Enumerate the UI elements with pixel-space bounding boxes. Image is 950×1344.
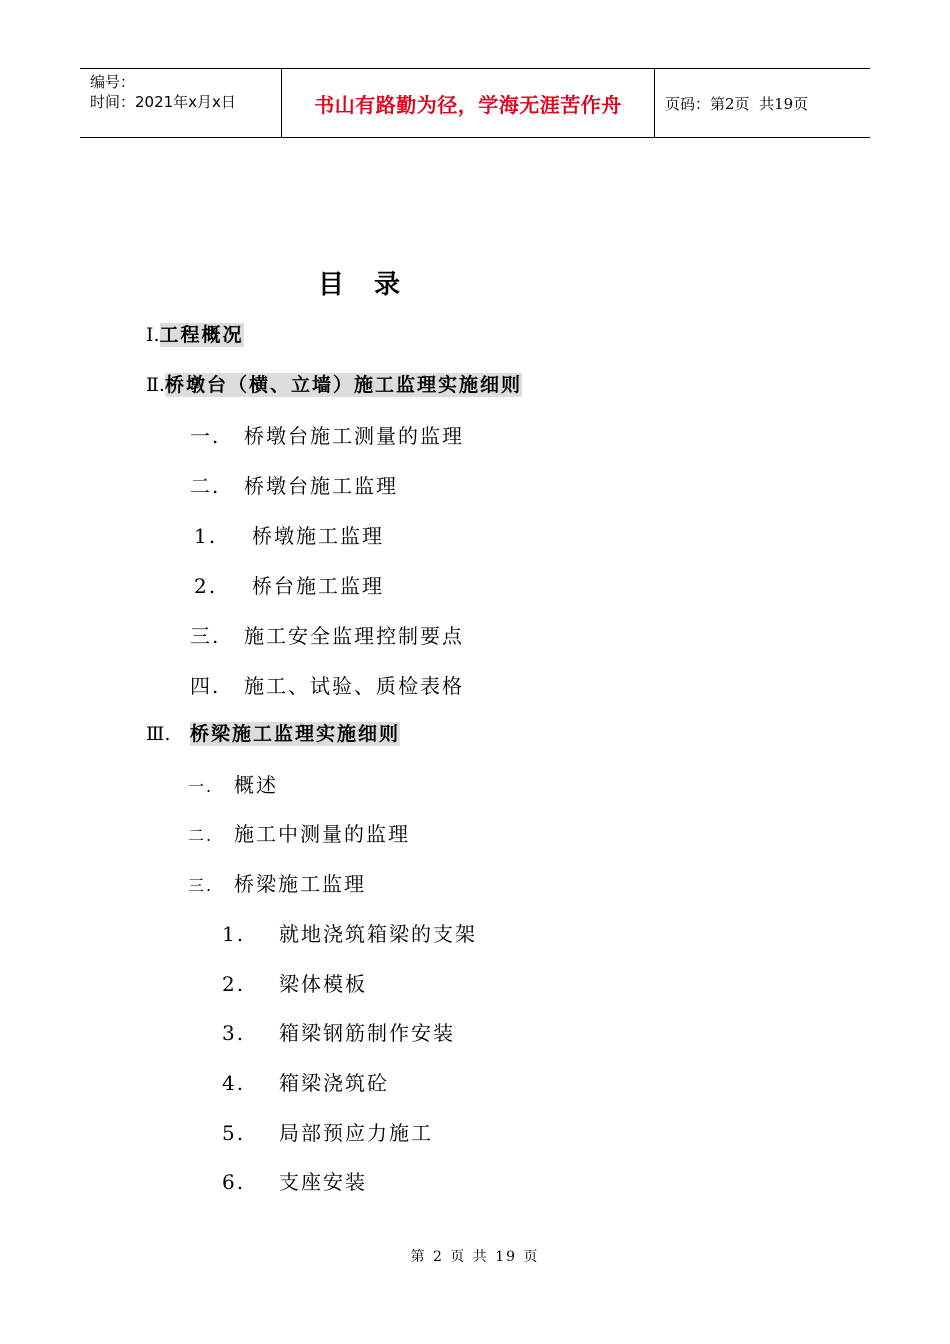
header-page-info: 页码：第2页 共19页 bbox=[665, 94, 809, 113]
toc-item-number: 二. bbox=[188, 826, 214, 845]
toc-item-title: 施工安全监理控制要点 bbox=[244, 624, 464, 648]
toc-item bbox=[194, 570, 384, 599]
document-header bbox=[80, 68, 870, 138]
toc-item-number: 6. bbox=[222, 1170, 246, 1194]
toc-item-number: 四. bbox=[190, 674, 221, 698]
time-label: 时间：2021年x月x日 bbox=[90, 93, 236, 111]
toc-item-title: 桥墩施工监理 bbox=[252, 524, 384, 548]
toc-section bbox=[146, 370, 522, 397]
toc-section-number: Ⅰ. bbox=[146, 324, 160, 346]
page-footer: 第 2 页 共 19 页 bbox=[410, 1249, 540, 1265]
toc-item-title: 梁体模板 bbox=[279, 972, 367, 996]
toc-item-number: 1. bbox=[194, 524, 218, 548]
toc-item bbox=[222, 968, 367, 997]
toc-item bbox=[190, 420, 464, 449]
header-meta-cell bbox=[80, 69, 281, 137]
toc-item bbox=[194, 520, 384, 549]
toc-item-title: 支座安装 bbox=[279, 1170, 367, 1194]
toc-section bbox=[146, 719, 400, 746]
toc-item bbox=[222, 918, 477, 947]
toc-title: 目录 bbox=[318, 270, 431, 300]
toc-item-number: 5. bbox=[222, 1121, 246, 1145]
toc-item bbox=[222, 1067, 389, 1096]
toc-item bbox=[188, 818, 410, 847]
toc-item bbox=[190, 670, 464, 699]
number-label: 编号： bbox=[90, 73, 136, 91]
toc-item-number: 4. bbox=[222, 1071, 246, 1095]
toc-item-title: 桥台施工监理 bbox=[252, 574, 384, 598]
toc-item-number: 2. bbox=[194, 574, 218, 598]
toc-section-title: 桥梁施工监理实施细则 bbox=[190, 723, 401, 745]
toc-item bbox=[222, 1166, 367, 1195]
toc-section-number: Ⅲ. bbox=[146, 723, 171, 745]
header-motto-cell bbox=[281, 69, 655, 137]
toc-item-number: 三. bbox=[188, 876, 214, 895]
toc-item-title: 局部预应力施工 bbox=[279, 1121, 433, 1145]
toc-item-title: 桥梁施工监理 bbox=[234, 872, 366, 896]
toc-item-number: 3. bbox=[222, 1021, 246, 1045]
toc-item-title: 施工、试验、质检表格 bbox=[244, 674, 464, 698]
toc-item-title: 概述 bbox=[234, 773, 278, 797]
toc-section-title: 桥墩台（横、立墙）施工监理实施细则 bbox=[164, 374, 522, 396]
toc-item-number: 1. bbox=[222, 922, 246, 946]
toc-item-number: 一. bbox=[188, 777, 214, 796]
toc-item-number: 2. bbox=[222, 972, 246, 996]
toc-item bbox=[190, 620, 464, 649]
toc-item bbox=[222, 1117, 433, 1146]
toc-item-title: 箱梁浇筑砼 bbox=[279, 1071, 389, 1095]
toc-item-number: 一. bbox=[190, 424, 221, 448]
toc-item bbox=[188, 868, 366, 897]
toc-item-title: 就地浇筑箱梁的支架 bbox=[279, 922, 477, 946]
header-motto: 书山有路勤为径，学海无涯苦作舟 bbox=[314, 92, 622, 117]
toc-item-number: 二. bbox=[190, 474, 221, 498]
header-page-cell bbox=[655, 69, 870, 137]
toc-section-title: 工程概况 bbox=[159, 324, 244, 346]
toc-item bbox=[222, 1017, 455, 1046]
toc-item-title: 施工中测量的监理 bbox=[234, 822, 410, 846]
toc-item-title: 桥墩台施工监理 bbox=[244, 474, 398, 498]
toc-section bbox=[146, 320, 244, 347]
toc-item-title: 箱梁钢筋制作安装 bbox=[279, 1021, 455, 1045]
toc-item bbox=[188, 769, 278, 798]
toc-item-title: 桥墩台施工测量的监理 bbox=[244, 424, 464, 448]
toc-item bbox=[190, 470, 398, 499]
toc-section-number: Ⅱ. bbox=[146, 374, 165, 396]
toc-item-number: 三. bbox=[190, 624, 221, 648]
